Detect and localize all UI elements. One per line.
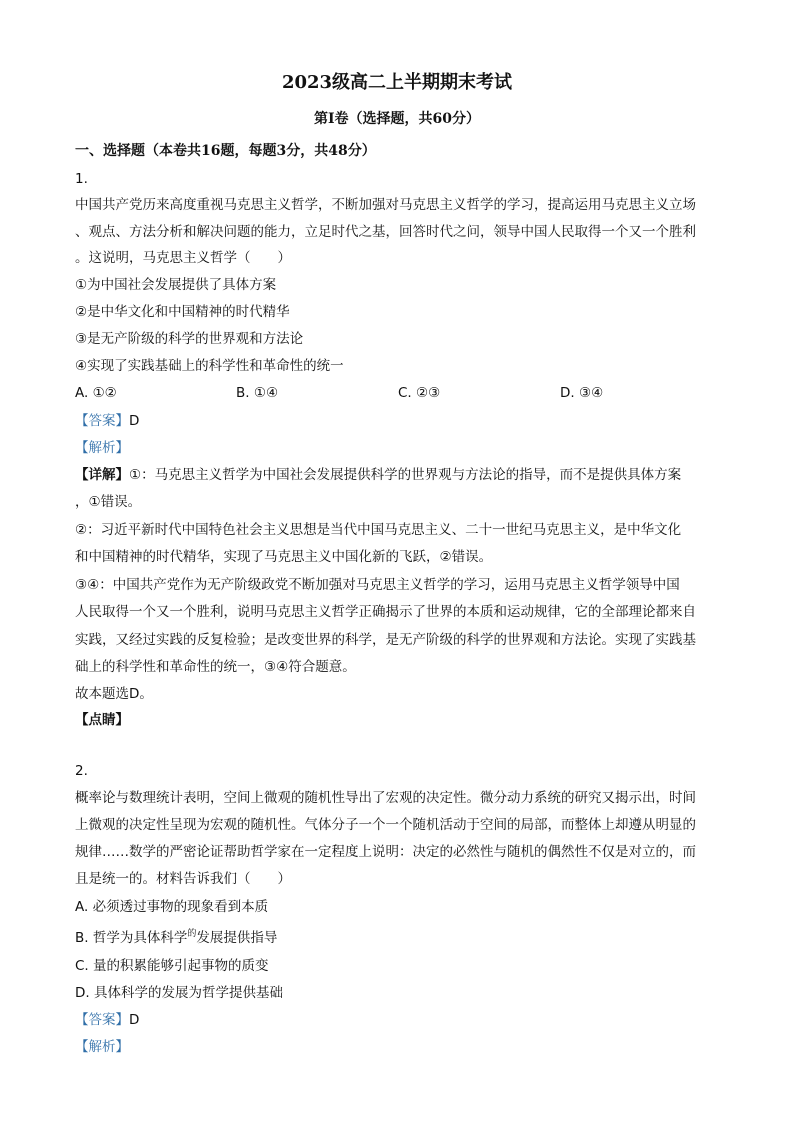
analysis-tag: 【解析】 (75, 440, 129, 456)
question-1-detail-line: 故本题选D。 (75, 686, 153, 702)
question-1-detail-line: 实践，又经过实践的反复检验；是改变世界的科学，是无产阶级的科学的世界观和方法论。实现了实践基 (75, 632, 696, 648)
question-2-answer (75, 1011, 139, 1029)
question-2-option-d: D. 具体科学的发展为哲学提供基础 (75, 985, 283, 1001)
question-1-statement: ①为中国社会发展提供了具体方案 (75, 277, 277, 293)
question-1-statement: ②是中华文化和中国精神的时代精华 (75, 304, 290, 320)
question-1-number: 1. (75, 171, 88, 187)
question-1-detail-line: ②：习近平新时代中国特色社会主义思想是当代中国马克思主义、二十一世纪马克思主义，是中华文化 (75, 522, 682, 538)
question-1-stem-line: 、观点、方法分析和解决问题的能力，立足时代之基，回答时代之问，领导中国人民取得一个又一个胜利 (75, 224, 696, 240)
question-2-stem-line: 概率论与数理统计表明，空间上微观的随机性导出了宏观的决定性。微分动力系统的研究又揭示出，时间 (75, 790, 696, 806)
answer-value: D (129, 1012, 140, 1028)
option-b-text: B. 哲学为具体科学 (75, 930, 188, 946)
question-2-stem-line: 规律……数学的严密论证帮助哲学家在一定程度上说明：决定的必然性与随机的偶然性不仅是对立的，而 (75, 844, 696, 860)
page-subtitle: 第Ⅰ卷（选择题，共60分） (313, 111, 481, 127)
question-1-detail-line: 人民取得一个又一个胜利，说明马克思主义哲学正确揭示了世界的本质和运动规律，它的全部理论都来自 (75, 604, 696, 620)
question-1-detail-line: 础上的科学性和革命性的统一，③④符合题意。 (75, 659, 356, 675)
question-2-option-b (75, 929, 277, 949)
question-1-option-b: B. ①④ (236, 385, 279, 401)
question-2-analysis-tag (75, 1038, 129, 1056)
comment-tag: 【点睛】 (75, 712, 129, 728)
detail-tag: 【详解】 (75, 467, 129, 483)
answer-value: D (129, 413, 140, 429)
question-1-detail-line: ，①错误。 (75, 494, 142, 510)
question-1-answer (75, 412, 139, 430)
page-title: 2023级高二上半期期末考试 (281, 72, 513, 93)
question-1-detail-line: 和中国精神的时代精华，实现了马克思主义中国化新的飞跃，②错误。 (75, 549, 493, 565)
question-1-statement: ④实现了实践基础上的科学性和革命性的统一 (75, 358, 344, 374)
question-2-number: 2. (75, 763, 88, 779)
option-b-text-end: 发展提供指导 (196, 930, 278, 946)
question-1-option-a: A. ①② (75, 385, 117, 401)
question-1-analysis-tag (75, 439, 129, 457)
question-1-option-d: D. ③④ (560, 385, 604, 401)
answer-tag: 【答案】 (75, 1012, 129, 1028)
section-heading: 一、选择题（本卷共16题，每题3分，共48分） (75, 143, 376, 159)
question-1-stem-line: 。这说明，马克思主义哲学（ ） (75, 250, 291, 266)
question-2-stem-line: 上微观的决定性呈现为宏观的随机性。气体分子一个一个随机活动于空间的局部，而整体上却遵从明显的 (75, 817, 696, 833)
question-1-stem-line: 中国共产党历来高度重视马克思主义哲学，不断加强对马克思主义哲学的学习，提高运用马克思主义立场 (75, 197, 696, 213)
question-1-option-c: C. ②③ (398, 385, 441, 401)
question-1-comment-tag (75, 711, 129, 729)
question-1-detail-line (75, 466, 681, 484)
question-2-stem-line: 且是统一的。材料告诉我们（ ） (75, 871, 291, 887)
question-1-detail-line: ③④：中国共产党作为无产阶级政党不断加强对马克思主义哲学的学习，运用马克思主义哲学领导中国 (75, 577, 680, 593)
answer-tag: 【答案】 (75, 413, 129, 429)
detail-text: ①：马克思主义哲学为中国社会发展提供科学的世界观与方法论的指导，而不是提供具体方案 (129, 467, 682, 483)
analysis-tag: 【解析】 (75, 1039, 129, 1055)
option-b-superscript: 的 (187, 929, 197, 939)
question-2-option-c: C. 量的积累能够引起事物的质变 (75, 958, 269, 974)
question-1-statement: ③是无产阶级的科学的世界观和方法论 (75, 331, 304, 347)
question-2-option-a: A. 必须透过事物的现象看到本质 (75, 899, 269, 915)
